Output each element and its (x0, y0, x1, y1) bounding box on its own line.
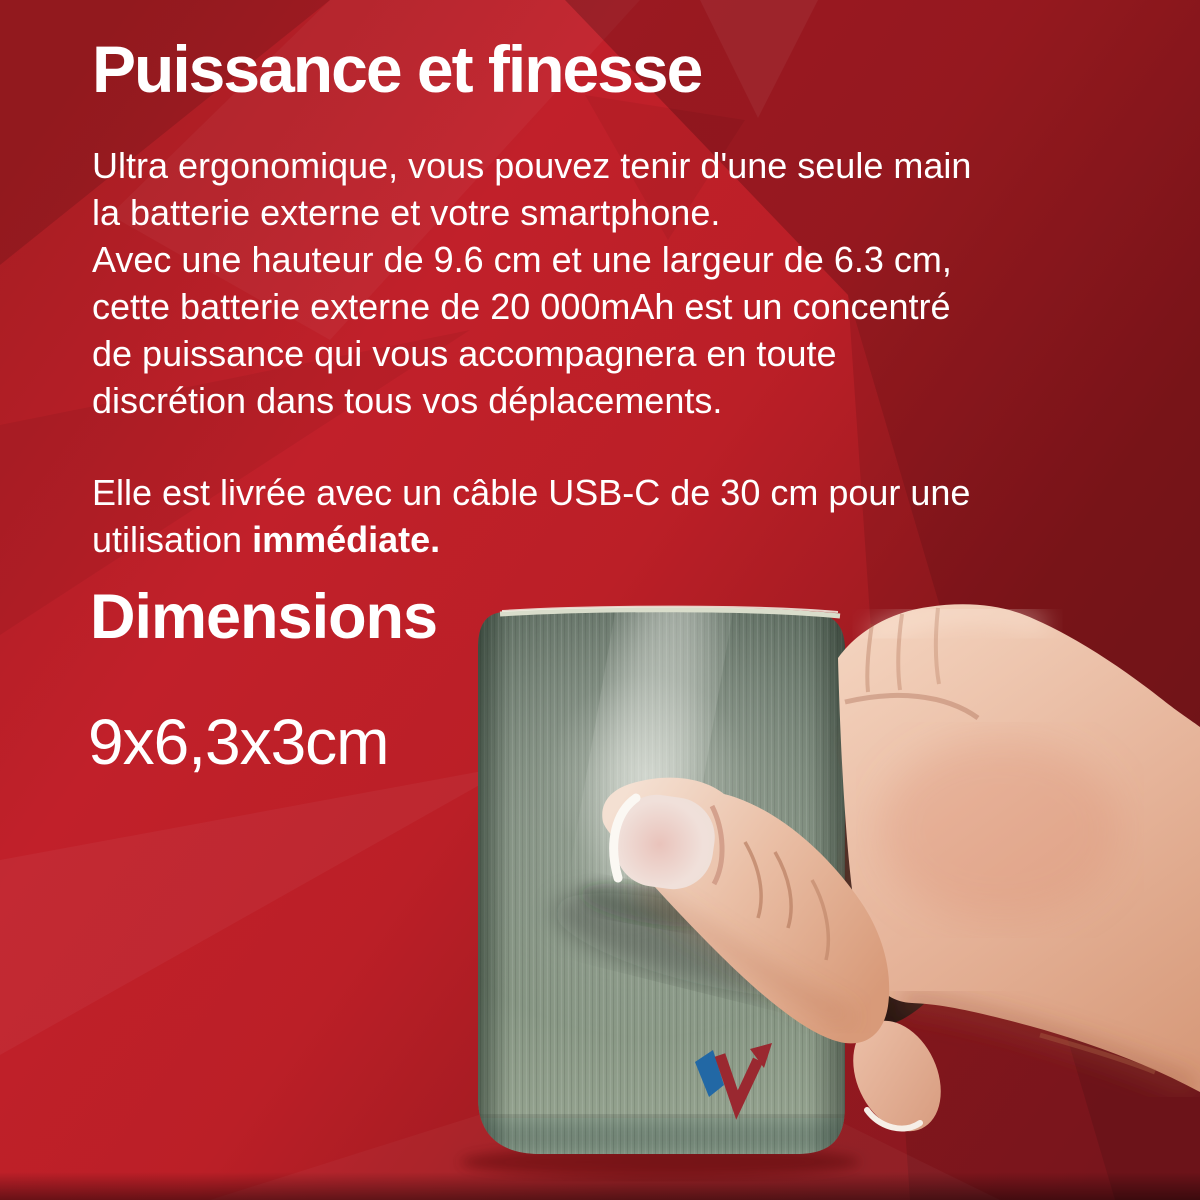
paragraph-line: de puissance qui vous accompagnera en toute (92, 333, 837, 374)
paragraph-line: la batterie externe et votre smartphone. (92, 192, 721, 233)
paragraph-text-bold: immédiate. (252, 519, 441, 560)
paragraph-line: Elle est livrée avec un câble USB-C de 30 cm pour une (92, 472, 971, 513)
page-title: Puissance et finesse (92, 32, 702, 106)
product-photo (430, 555, 1200, 1200)
paragraph-line: discrétion dans tous vos déplacements. (92, 380, 723, 421)
intro-paragraph (92, 142, 971, 424)
paragraph-line: Avec une hauteur de 9.6 cm et une largeur de 6.3 cm, (92, 239, 952, 280)
dimensions-heading: Dimensions (90, 582, 438, 652)
dimensions-value: 9x6,3x3cm (88, 706, 389, 778)
paragraph-text: utilisation (92, 519, 253, 560)
paragraph-line: Ultra ergonomique, vous pouvez tenir d'une seule main (92, 145, 972, 186)
cable-paragraph (92, 469, 970, 563)
paragraph-line: cette batterie externe de 20 000mAh est un concentré (92, 286, 951, 327)
